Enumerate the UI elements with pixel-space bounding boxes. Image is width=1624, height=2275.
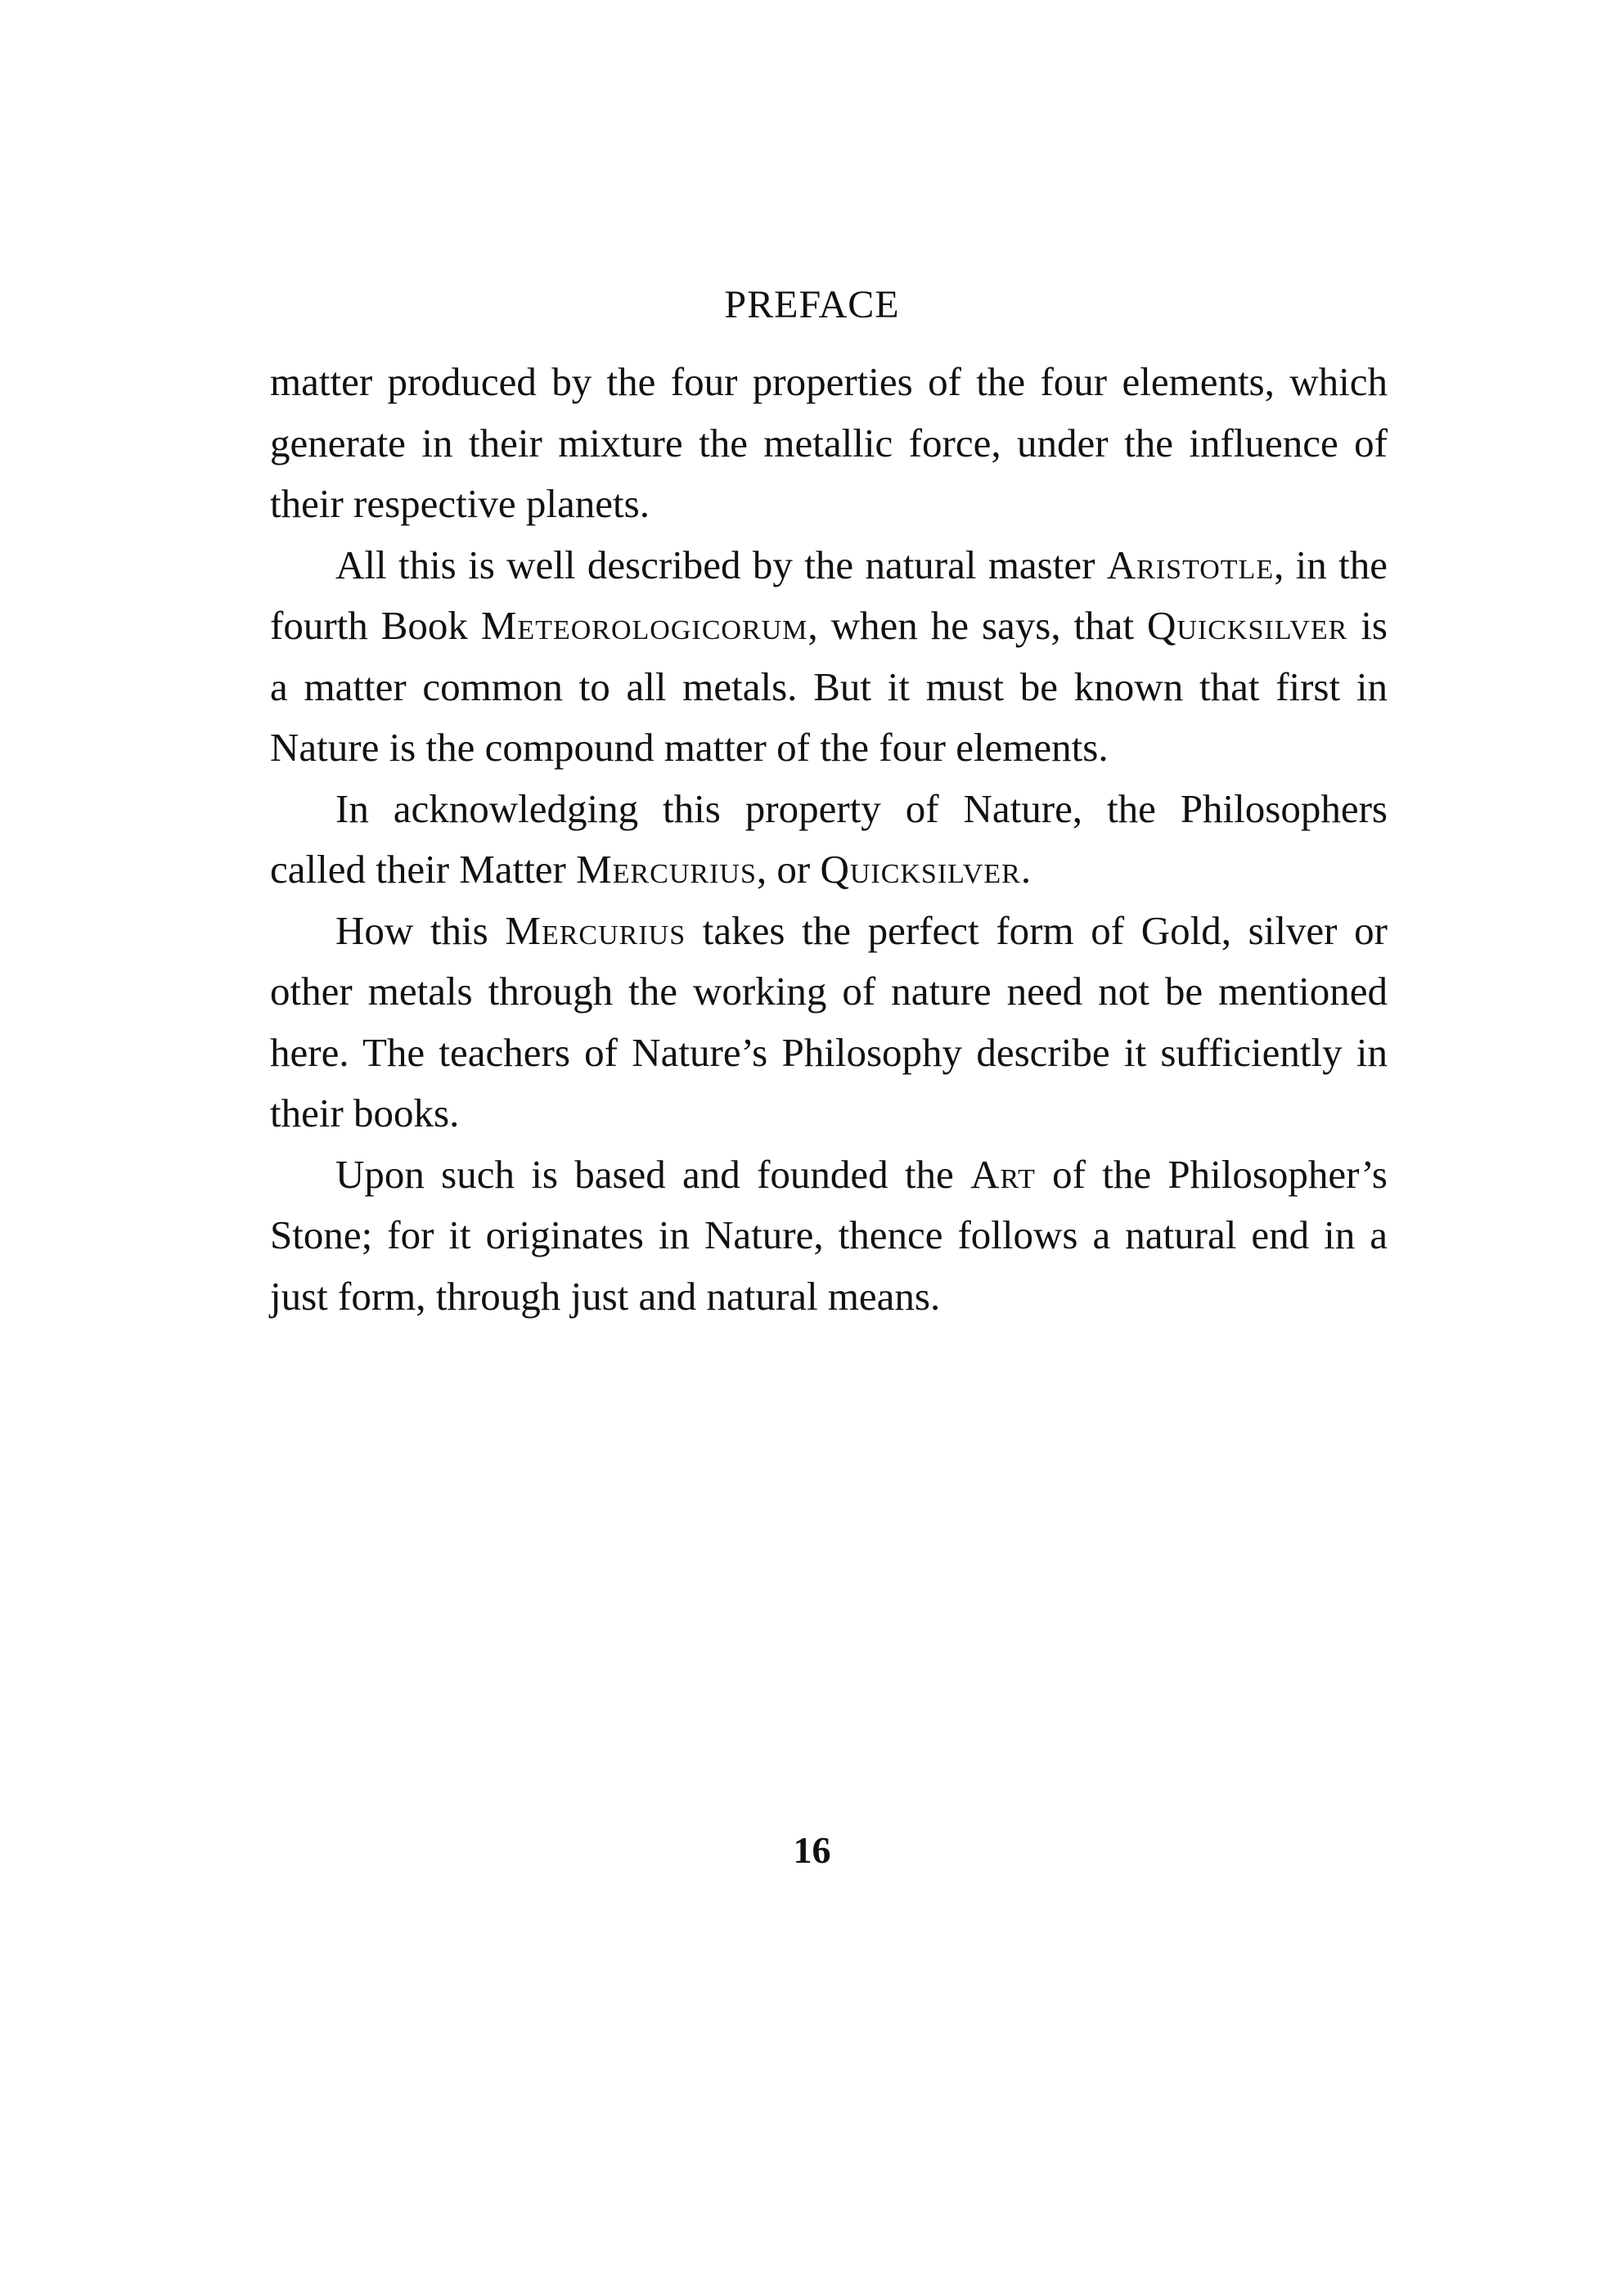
page-number: 16 xyxy=(793,1829,831,1871)
text-segment: How this xyxy=(335,907,506,953)
running-head: PREFACE xyxy=(724,283,900,326)
text-segment: . xyxy=(1020,847,1032,892)
paragraph-1 xyxy=(270,352,1388,535)
text-segment: , or xyxy=(756,847,821,892)
term-quicksilver: Quicksilver xyxy=(1146,603,1348,648)
text-segment: Upon such is based and founded the xyxy=(335,1151,971,1197)
paragraph-5 xyxy=(270,1144,1388,1328)
term-art: Art xyxy=(970,1151,1036,1197)
text-segment: takes the perfect form of Gold, silver or other metals through the working of nature need not be mentioned here. The teachers of Nature’s Philosophy describe it sufficiently in their books. xyxy=(270,907,1388,1135)
paragraph-4 xyxy=(270,901,1388,1144)
term-mercurius: Mercurius xyxy=(505,907,686,953)
body-text xyxy=(270,352,1388,1327)
book-title: Meteorologicorum xyxy=(480,603,808,648)
text-segment: , in the fourth Book xyxy=(270,542,1388,648)
paragraph-3 xyxy=(270,779,1388,901)
text-segment: , when he says, that xyxy=(808,603,1147,648)
term-quicksilver: Quicksilver xyxy=(820,847,1021,892)
name-aristotle: Aristotle xyxy=(1106,542,1275,587)
paragraph-2 xyxy=(270,535,1388,779)
term-mercurius: Mercurius xyxy=(576,847,757,892)
text-segment: of the Philosopher’s Stone; for it originates in Nature, thence follows a natural end in a just form, through just and natural means. xyxy=(270,1151,1388,1319)
text-segment: is a matter common to all metals. But it must be known that first in Nature is the compound matter of the four elements. xyxy=(270,603,1388,770)
text-segment: All this is well described by the natural master xyxy=(335,542,1107,587)
text-segment: In acknowledging this property of Nature, the Philosophers called their Matter xyxy=(270,785,1388,892)
text-segment: matter produced by the four properties of the four elements, which generate in their mixture the metallic force, under the influence of their respective planets. xyxy=(270,359,1388,526)
